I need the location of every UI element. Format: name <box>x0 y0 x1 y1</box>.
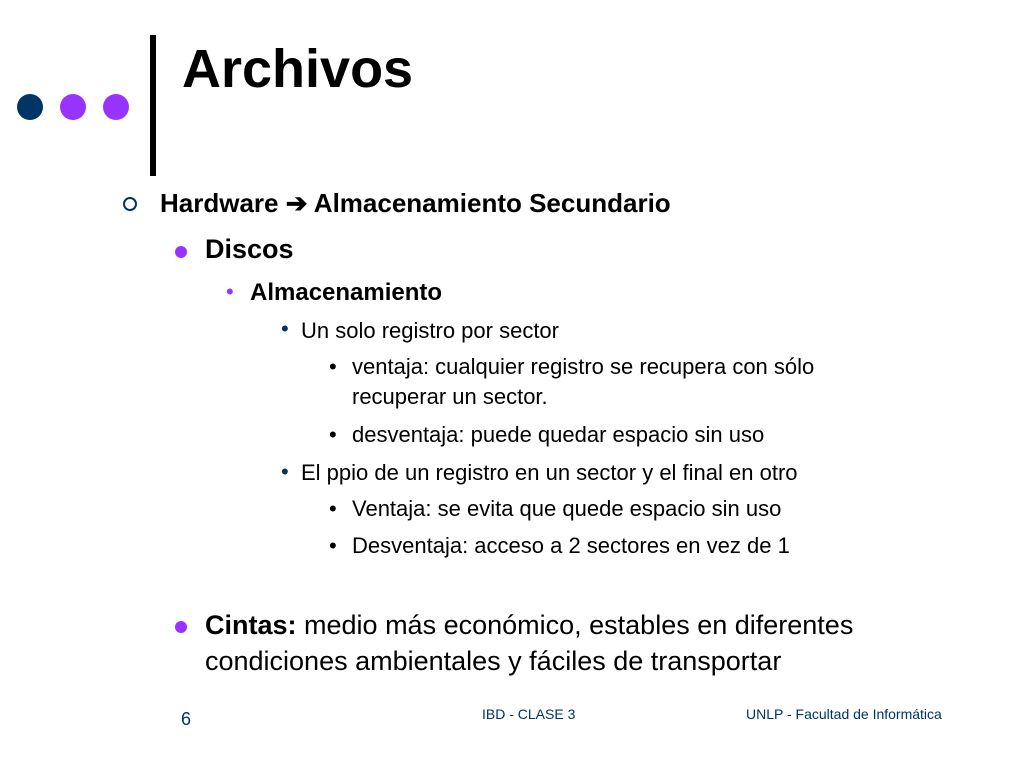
bullet-desventaja-1: desventaja: puede quedar espacio sin uso <box>352 422 765 447</box>
bullet-registro-sector: Un solo registro por sector <box>301 318 559 343</box>
bullet-almacenamiento: Almacenamiento <box>250 279 443 306</box>
cintas-text-1: medio más económico, estables en diferentes <box>304 610 854 640</box>
small-bullet-icon: • <box>329 533 337 558</box>
small-bullet-icon: • <box>281 316 289 341</box>
ventaja-1-line-1: ventaja: cualquier registro se recupera con sólo <box>352 354 815 379</box>
bullet-hardware <box>160 188 671 219</box>
small-bullet-icon: • <box>329 354 337 379</box>
bullet-desventaja-2: Desventaja: acceso a 2 sectores en vez de 1 <box>352 533 790 558</box>
cintas-line-1 <box>205 607 853 643</box>
small-bullet-icon: • <box>329 422 337 447</box>
bullet-ventaja-2: Ventaja: se evita que quede espacio sin uso <box>352 496 782 521</box>
small-bullet-icon: • <box>329 496 337 521</box>
bullet-cintas <box>205 607 853 679</box>
right-arrow-icon: ➔ <box>285 188 308 218</box>
bullet-discos: Discos <box>205 234 294 264</box>
hardware-label: Hardware <box>160 188 279 218</box>
purple-small-bullet-icon: • <box>226 279 234 304</box>
almacenamiento-secundario-label: Almacenamiento Secundario <box>313 188 671 218</box>
footer-center: IBD - CLASE 3 <box>482 706 576 722</box>
ring-bullet-icon <box>123 197 137 211</box>
bullet-ppio: El ppio de un registro en un sector y el final en otro <box>301 460 798 485</box>
header-dot-purple <box>103 94 129 120</box>
footer-right: UNLP - Facultad de Informática <box>746 706 942 722</box>
ventaja-1-line-2: recuperar un sector. <box>352 384 548 409</box>
cintas-line-2: condiciones ambientales y fáciles de transportar <box>205 646 782 676</box>
purple-bullet-icon <box>175 246 187 258</box>
purple-bullet-icon <box>175 621 187 633</box>
small-bullet-icon: • <box>281 459 289 484</box>
cintas-label: Cintas: <box>205 610 297 640</box>
page-number: 6 <box>181 709 192 729</box>
header-dot-purple <box>60 94 86 120</box>
bullet-ventaja-1 <box>352 352 814 412</box>
slide-title: Archivos <box>182 39 414 99</box>
header-dot-dark <box>17 94 43 120</box>
title-divider <box>150 35 156 176</box>
